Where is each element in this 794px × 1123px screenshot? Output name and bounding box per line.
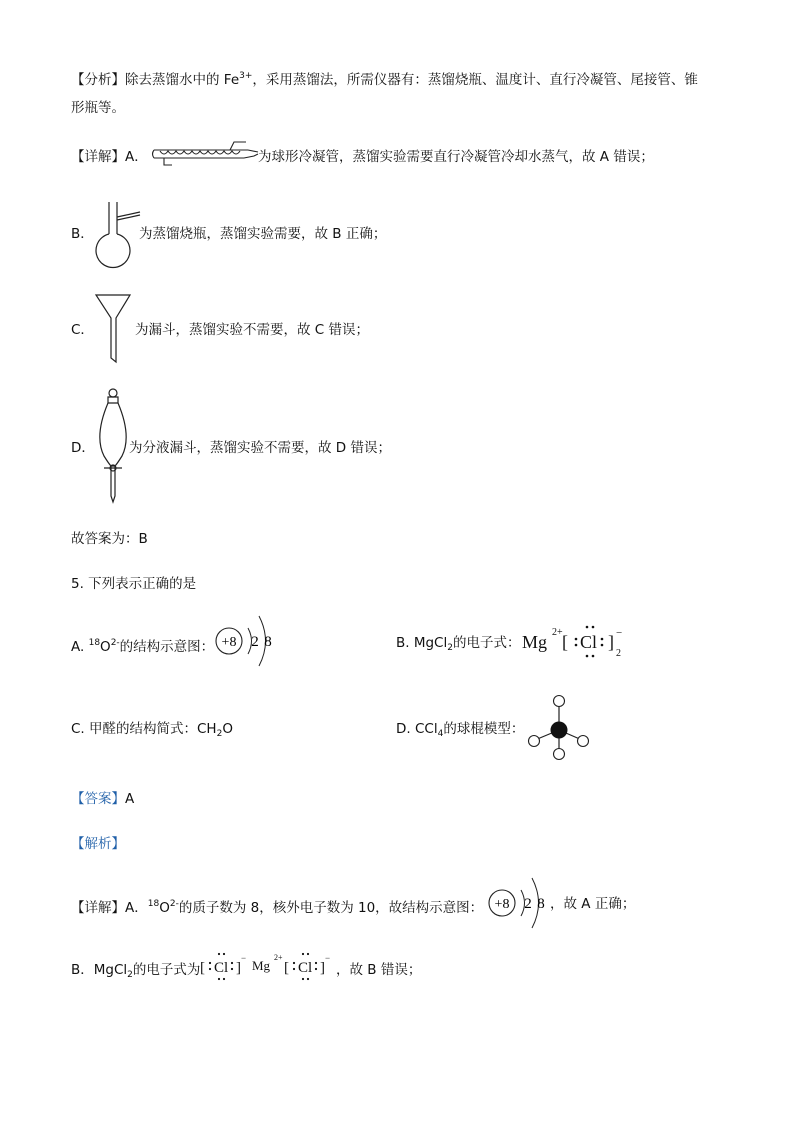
q5-a-structure-diagram — [213, 612, 275, 670]
detail2-a-text: 的质子数为 8，核外电子数为 10，故结构示意图： — [178, 900, 484, 916]
q5-d-text: 的球棍模型： — [443, 721, 525, 737]
analysis-paragraph — [71, 66, 698, 90]
detail1-a-prefix: A． — [125, 149, 148, 165]
funnel-image — [94, 292, 134, 364]
detail2-b-prefix: B．MgCl — [71, 962, 128, 978]
detail1-a-text: 为球形冷凝管，蒸馏实验需要直行冷凝管冷却水蒸气，故 A 错误； — [258, 149, 654, 165]
detail2-a-mass: 18 — [147, 899, 160, 909]
separatory-funnel-image — [96, 386, 132, 506]
detail2-cl-2: Cl — [298, 960, 313, 976]
detail2-bracket-open-2: [ — [284, 960, 289, 976]
detail2-a-prefix: A． — [125, 900, 148, 916]
analysis-line1-pre: 除去蒸馏水中的 Fe — [125, 72, 240, 88]
q5-option-c — [71, 719, 233, 744]
detail2-a-end: ，故 A 正确； — [550, 896, 636, 912]
q5-a-ion-charge: 2- — [110, 638, 120, 648]
q5-b-minus: − — [616, 627, 623, 639]
answer-row — [71, 789, 134, 809]
q5-b-subscript: 2 — [616, 648, 621, 659]
detail1-conclusion: 故答案为：B — [71, 531, 148, 547]
detail1-tag: 【详解】 — [71, 149, 125, 165]
q5-d-ball-stick-model — [524, 692, 590, 762]
q5-d-sub: 4 — [437, 729, 444, 739]
q5-b-bracket-open: [ — [562, 632, 568, 652]
analysis-line1-post: ，采用蒸馏法，所需仪器有：蒸馏烧瓶、温度计、直行冷凝管、尾接管、锥 — [252, 72, 698, 88]
q5-c-sub: 2 — [216, 729, 223, 739]
q5-b-text: 的电子式： — [452, 635, 521, 651]
explanation-tag: 【解析】 — [71, 836, 125, 852]
detail2-minus-1: − — [241, 953, 247, 963]
fe-charge: 3+ — [239, 71, 253, 81]
q5-a-label: A. — [71, 639, 89, 655]
detail1-b-text: 为蒸馏烧瓶，蒸馏实验需要，故 B 正确； — [139, 226, 387, 242]
detail1-b-prefix: B． — [71, 226, 94, 242]
detail1-c-text: 为漏斗，蒸馏实验不需要，故 C 错误； — [135, 322, 370, 338]
q5-a-shell2: 8 — [264, 634, 272, 650]
bulb-condenser-image — [150, 138, 260, 172]
q5-b-sub: 2 — [447, 643, 453, 653]
detail2-b-row — [71, 960, 200, 985]
q5-b-electron-formula — [522, 622, 632, 664]
q5-a-ion: O — [100, 639, 111, 655]
q5-option-d — [396, 719, 524, 744]
detail2-electron-formula — [200, 950, 335, 986]
detail2-bracket-open-1: [ — [200, 960, 205, 976]
q5-b-mg-charge: 2+ — [552, 627, 563, 638]
q5-b-cl: Cl — [580, 632, 598, 652]
q5-a-mass: 18 — [88, 638, 101, 648]
question5-stem: 5. 下列表示正确的是 — [71, 576, 197, 592]
detail2-bracket-close-1: ] — [236, 960, 241, 976]
analysis-line2: 形瓶等。 — [71, 100, 125, 116]
q5-c-end: O — [222, 721, 233, 737]
q5-c-text: C. 甲醛的结构简式：CH — [71, 721, 217, 737]
detail1-d-prefix: D． — [71, 440, 95, 456]
answer-value: A — [125, 791, 135, 807]
q5-a-nucleus: +8 — [221, 635, 237, 650]
detail2-a-ion: O — [159, 900, 170, 916]
detail2-tag: 【详解】 — [71, 900, 125, 916]
analysis-tag: 【分析】 — [71, 72, 125, 88]
detail2-structure-diagram — [486, 874, 548, 932]
q5-b-mg: Mg — [522, 632, 548, 652]
q5-a-shell1: 2 — [251, 634, 259, 650]
detail2-b-sub: 2 — [127, 970, 133, 980]
q5-option-a — [71, 633, 214, 657]
detail1-d-text: 为分液漏斗，蒸馏实验不需要，故 D 错误； — [129, 440, 391, 456]
q5-b-bracket-close: ] — [608, 632, 614, 652]
q5-b-label: B. MgCl — [396, 635, 448, 651]
detail2-b-end: ，故 B 错误； — [336, 962, 422, 978]
detail2-mg: Mg — [252, 958, 271, 973]
distilling-flask-image — [92, 198, 142, 272]
detail1-a-row — [71, 147, 148, 167]
q5-option-b — [396, 633, 520, 658]
detail2-mg-charge: 2+ — [274, 953, 283, 962]
detail2-nucleus: +8 — [494, 897, 510, 912]
detail2-bracket-close-2: ] — [320, 960, 325, 976]
q5-d-label: D. CCl — [396, 721, 438, 737]
detail2-shell2: 8 — [537, 896, 545, 912]
detail2-a-ion-charge: 2- — [169, 899, 179, 909]
detail2-minus-2: − — [325, 953, 331, 963]
detail2-a-row — [71, 894, 483, 918]
q5-a-text: 的结构示意图： — [119, 639, 215, 655]
detail2-b-text: 的电子式为 — [132, 962, 201, 978]
detail2-shell1: 2 — [524, 896, 532, 912]
detail1-c-prefix: C． — [71, 322, 94, 338]
detail2-cl-1: Cl — [214, 960, 229, 976]
answer-tag: 【答案】 — [71, 791, 125, 807]
